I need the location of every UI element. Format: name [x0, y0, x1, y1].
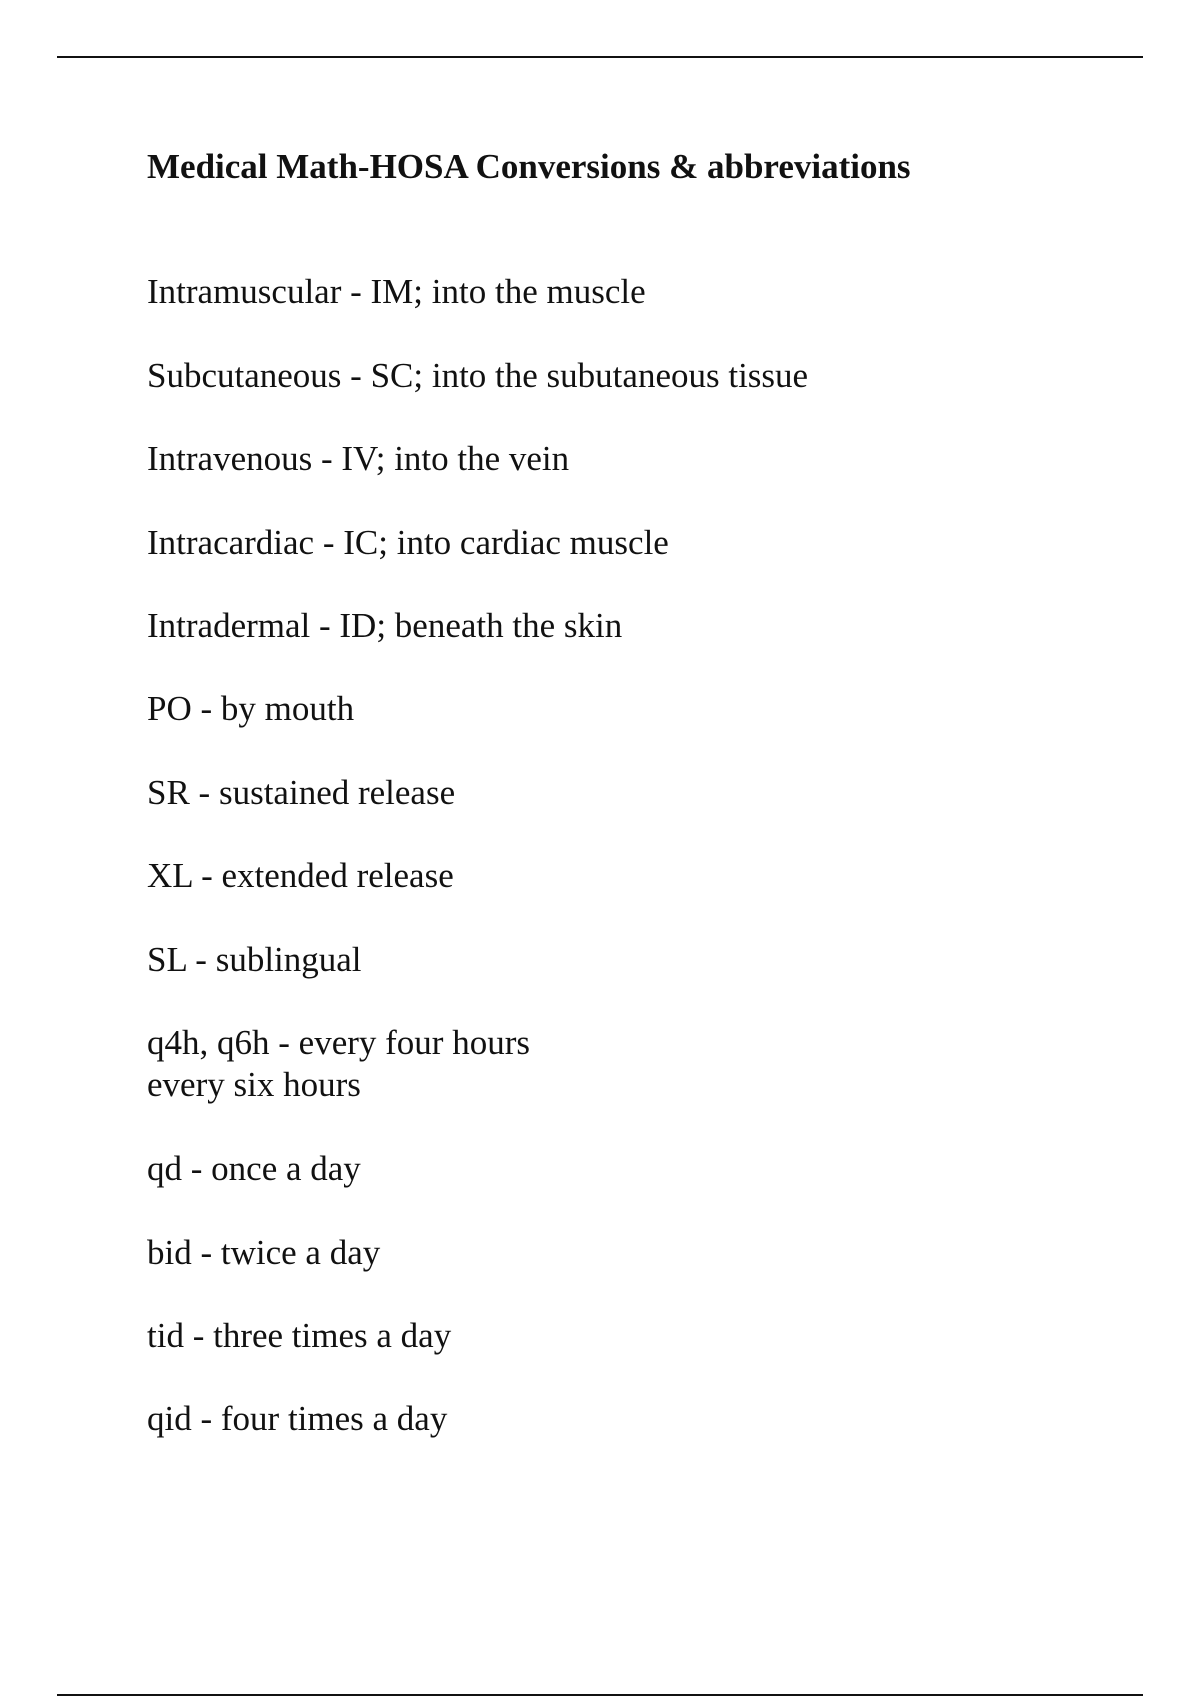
list-item [147, 1148, 361, 1190]
entry-text: Intravenous - IV; into the vein [147, 439, 570, 478]
entry-text: SR - sustained release [147, 773, 456, 812]
list-item [147, 522, 669, 564]
list-item [147, 1022, 530, 1106]
entry-text: Intradermal - ID; beneath the skin [147, 606, 623, 645]
entry-text: q4h, q6h - every four hours [147, 1023, 530, 1062]
top-rule [57, 56, 1143, 58]
list-item [147, 855, 454, 897]
entry-text: XL - extended release [147, 856, 454, 895]
list-item [147, 688, 354, 730]
entry-text: PO - by mouth [147, 689, 355, 728]
entry-text: bid - twice a day [147, 1233, 381, 1272]
list-item [147, 939, 362, 981]
list-item [147, 772, 455, 814]
entry-text: Subcutaneous - SC; into the subutaneous tissue [147, 356, 809, 395]
page-title: Medical Math-HOSA Conversions & abbreviations [147, 147, 911, 186]
entry-continuation: every six hours [147, 1065, 361, 1104]
list-item [147, 1398, 447, 1440]
list-item [147, 355, 808, 397]
list-item [147, 605, 622, 647]
entry-text: qid - four times a day [147, 1399, 448, 1438]
list-item [147, 271, 646, 313]
list-item [147, 1232, 380, 1274]
entry-text: Intracardiac - IC; into cardiac muscle [147, 523, 669, 562]
list-item [147, 438, 569, 480]
entry-text: Intramuscular - IM; into the muscle [147, 272, 646, 311]
entry-text: tid - three times a day [147, 1316, 452, 1355]
entry-text: SL - sublingual [147, 940, 362, 979]
list-item [147, 1315, 451, 1357]
entry-text: qd - once a day [147, 1149, 361, 1188]
bottom-rule [57, 1694, 1143, 1696]
